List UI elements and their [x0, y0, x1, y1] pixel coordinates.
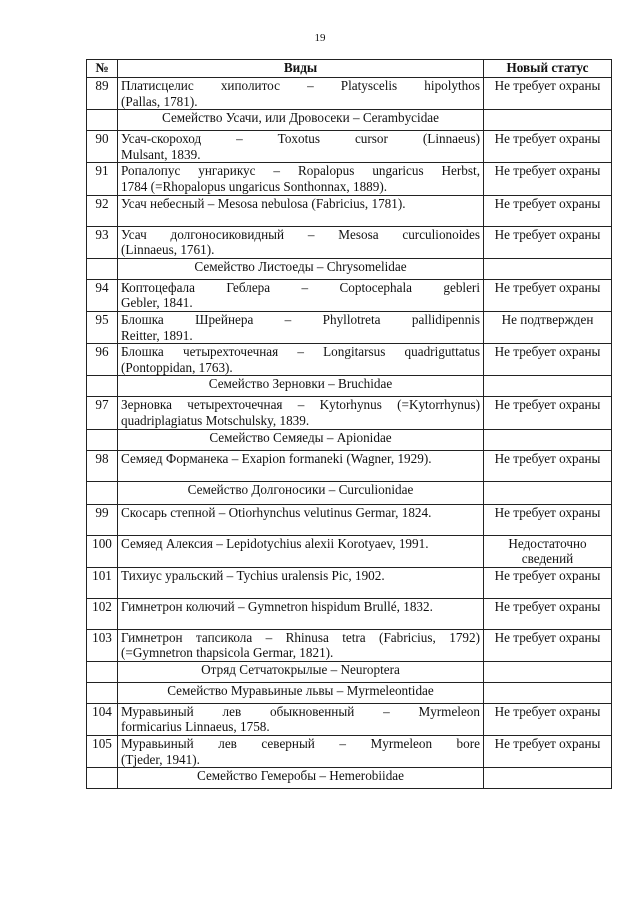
family-name: Отряд Сетчатокрылые – Neuroptera [118, 661, 484, 682]
species-name [118, 311, 484, 343]
family-name: Семейство Усачи, или Дровосеки – Cerambycidae [118, 110, 484, 131]
family-name: Семейство Гемеробы – Hemerobiidae [118, 768, 484, 789]
row-number: 90 [87, 131, 118, 163]
family-row [87, 429, 612, 450]
family-num-cell [87, 768, 118, 789]
species-name [118, 195, 484, 226]
species-name-line1: Гимнетрон колючий – Gymnetron hispidum Brullé, 1832. [121, 598, 433, 614]
species-name-line2: (Pallas, 1781). [121, 93, 198, 109]
species-name-line2: Mulsant, 1839. [121, 146, 201, 162]
family-status-cell [484, 661, 612, 682]
species-name-line2: formicarius Linnaeus, 1758. [121, 719, 270, 735]
table-row [87, 504, 612, 535]
family-status-cell [484, 768, 612, 789]
row-number: 89 [87, 78, 118, 110]
family-num-cell [87, 661, 118, 682]
status-cell: Не требует охраны [484, 629, 612, 661]
family-name: Семейство Муравьиные львы – Myrmeleontidae [118, 682, 484, 703]
species-name-line2: 1784 (=Rhopalopus ungaricus Sonthonnax, 1889). [121, 178, 388, 194]
species-name-line1: Блошка Шрейнера – Phyllotreta pallidipennis [121, 311, 480, 327]
header-species: Виды [118, 60, 484, 78]
species-name-line2: (Linnaeus, 1761). [121, 242, 215, 258]
family-num-cell [87, 376, 118, 397]
row-number: 92 [87, 195, 118, 226]
species-name-line1: Муравьиный лев обыкновенный – Myrmeleon [121, 703, 480, 719]
family-status-cell [484, 110, 612, 131]
species-name-line1: Платисцелис хиполитос – Platyscelis hipolythos [121, 78, 480, 93]
table-row [87, 535, 612, 567]
species-name [118, 163, 484, 195]
status-cell: Не требует охраны [484, 131, 612, 163]
table-row [87, 279, 612, 311]
family-row [87, 258, 612, 279]
species-name-line2: quadriplagiatus Motschulsky, 1839. [121, 412, 310, 428]
table-row [87, 703, 612, 735]
table-row [87, 344, 612, 376]
row-number: 98 [87, 450, 118, 481]
status-cell: Не подтвержден [484, 311, 612, 343]
row-number: 104 [87, 703, 118, 735]
table-body [87, 78, 612, 789]
status-cell: Не требует охраны [484, 598, 612, 629]
table-header-row [87, 60, 612, 78]
table-row [87, 195, 612, 226]
species-name-line2: (=Gymnetron thapsicola Germar, 1821). [121, 645, 334, 661]
row-number: 101 [87, 567, 118, 598]
species-name-line1: Семяед Форманека – Exapion formaneki (Wagner, 1929). [121, 450, 432, 466]
species-name-line1: Скосарь степной – Otiorhynchus velutinus Germar, 1824. [121, 504, 432, 520]
species-name-line2: (Tjeder, 1941). [121, 751, 200, 767]
table-row [87, 598, 612, 629]
status-cell: Не требует охраны [484, 703, 612, 735]
family-name: Семейство Зерновки – Bruchidae [118, 376, 484, 397]
species-name-line1: Тихиус уральский – Tychius uralensis Pic, 1902. [121, 567, 385, 583]
status-cell: Не требует охраны [484, 344, 612, 376]
species-name [118, 78, 484, 110]
species-name-line1: Муравьиный лев северный – Myrmeleon bore [121, 736, 480, 752]
species-table [86, 59, 612, 789]
status-cell: Не требует охраны [484, 279, 612, 311]
table-row [87, 78, 612, 110]
table-row [87, 736, 612, 768]
family-name: Семейство Листоеды – Chrysomelidae [118, 258, 484, 279]
row-number: 96 [87, 344, 118, 376]
species-name [118, 344, 484, 376]
species-name [118, 131, 484, 163]
status-cell: Не требует охраны [484, 736, 612, 768]
family-status-cell [484, 258, 612, 279]
species-name-line1: Усач долгоносиковидный – Mesosa curculionoides [121, 226, 480, 242]
family-name: Семейство Долгоносики – Curculionidae [118, 481, 484, 504]
species-name-line1: Коптоцефала Геблера – Coptocephala gebleri [121, 279, 480, 295]
row-number: 91 [87, 163, 118, 195]
species-name-line1: Усач небесный – Mesosa nebulosa (Fabricius, 1781). [121, 195, 406, 211]
species-name [118, 504, 484, 535]
table-row [87, 567, 612, 598]
family-num-cell [87, 110, 118, 131]
family-status-cell [484, 682, 612, 703]
species-name [118, 629, 484, 661]
header-status: Новый статус [484, 60, 612, 78]
family-row [87, 376, 612, 397]
status-cell: Не требует охраны [484, 78, 612, 110]
header-num: № [87, 60, 118, 78]
species-name [118, 279, 484, 311]
family-status-cell [484, 429, 612, 450]
family-num-cell [87, 682, 118, 703]
species-name-line1: Зерновка четырехточечная – Kytorhynus (=Kytorrhynus) [121, 397, 480, 413]
species-name [118, 226, 484, 258]
table-row [87, 163, 612, 195]
status-cell: Не требует охраны [484, 226, 612, 258]
species-table-container [86, 59, 611, 789]
row-number: 94 [87, 279, 118, 311]
species-name-line1: Ропалопус унгарикус – Ropalopus ungaricus Herbst, [121, 163, 480, 179]
species-name-line2: (Pontoppidan, 1763). [121, 359, 233, 375]
species-name-line1: Семяед Алексия – Lepidotychius alexii Korotyaev, 1991. [121, 535, 429, 551]
table-row [87, 226, 612, 258]
species-name [118, 736, 484, 768]
table-row [87, 131, 612, 163]
row-number: 102 [87, 598, 118, 629]
status-cell: Не требует охраны [484, 567, 612, 598]
species-name-line2: Reitter, 1891. [121, 327, 193, 343]
status-cell: Не требует охраны [484, 195, 612, 226]
family-num-cell [87, 429, 118, 450]
species-name-line1: Усач-скороход – Toxotus cursor (Linnaeus) [121, 131, 480, 147]
table-row [87, 311, 612, 343]
species-name [118, 703, 484, 735]
species-name [118, 397, 484, 429]
family-name: Семейство Семяеды – Apionidae [118, 429, 484, 450]
row-number: 95 [87, 311, 118, 343]
species-name [118, 567, 484, 598]
row-number: 97 [87, 397, 118, 429]
family-status-cell [484, 481, 612, 504]
row-number: 100 [87, 535, 118, 567]
status-cell: Не требует охраны [484, 450, 612, 481]
row-number: 105 [87, 736, 118, 768]
status-cell: Не требует охраны [484, 397, 612, 429]
species-name [118, 535, 484, 567]
table-row [87, 450, 612, 481]
table-row [87, 629, 612, 661]
species-name-line1: Гимнетрон тапсикола – Rhinusa tetra (Fabricius, 1792) [121, 629, 480, 645]
family-num-cell [87, 481, 118, 504]
family-row [87, 661, 612, 682]
family-row [87, 481, 612, 504]
family-row [87, 682, 612, 703]
status-cell: Не требует охраны [484, 504, 612, 535]
status-cell: Не требует охраны [484, 163, 612, 195]
species-name-line1: Блошка четырехточечная – Longitarsus quadriguttatus [121, 344, 480, 360]
row-number: 103 [87, 629, 118, 661]
species-name [118, 598, 484, 629]
family-status-cell [484, 376, 612, 397]
species-name-line2: Gebler, 1841. [121, 295, 193, 311]
family-row [87, 768, 612, 789]
row-number: 99 [87, 504, 118, 535]
table-row [87, 397, 612, 429]
family-num-cell [87, 258, 118, 279]
species-name [118, 450, 484, 481]
page-number: 19 [314, 32, 326, 44]
row-number: 93 [87, 226, 118, 258]
status-cell: Недостаточно сведений [484, 535, 612, 567]
family-row [87, 110, 612, 131]
